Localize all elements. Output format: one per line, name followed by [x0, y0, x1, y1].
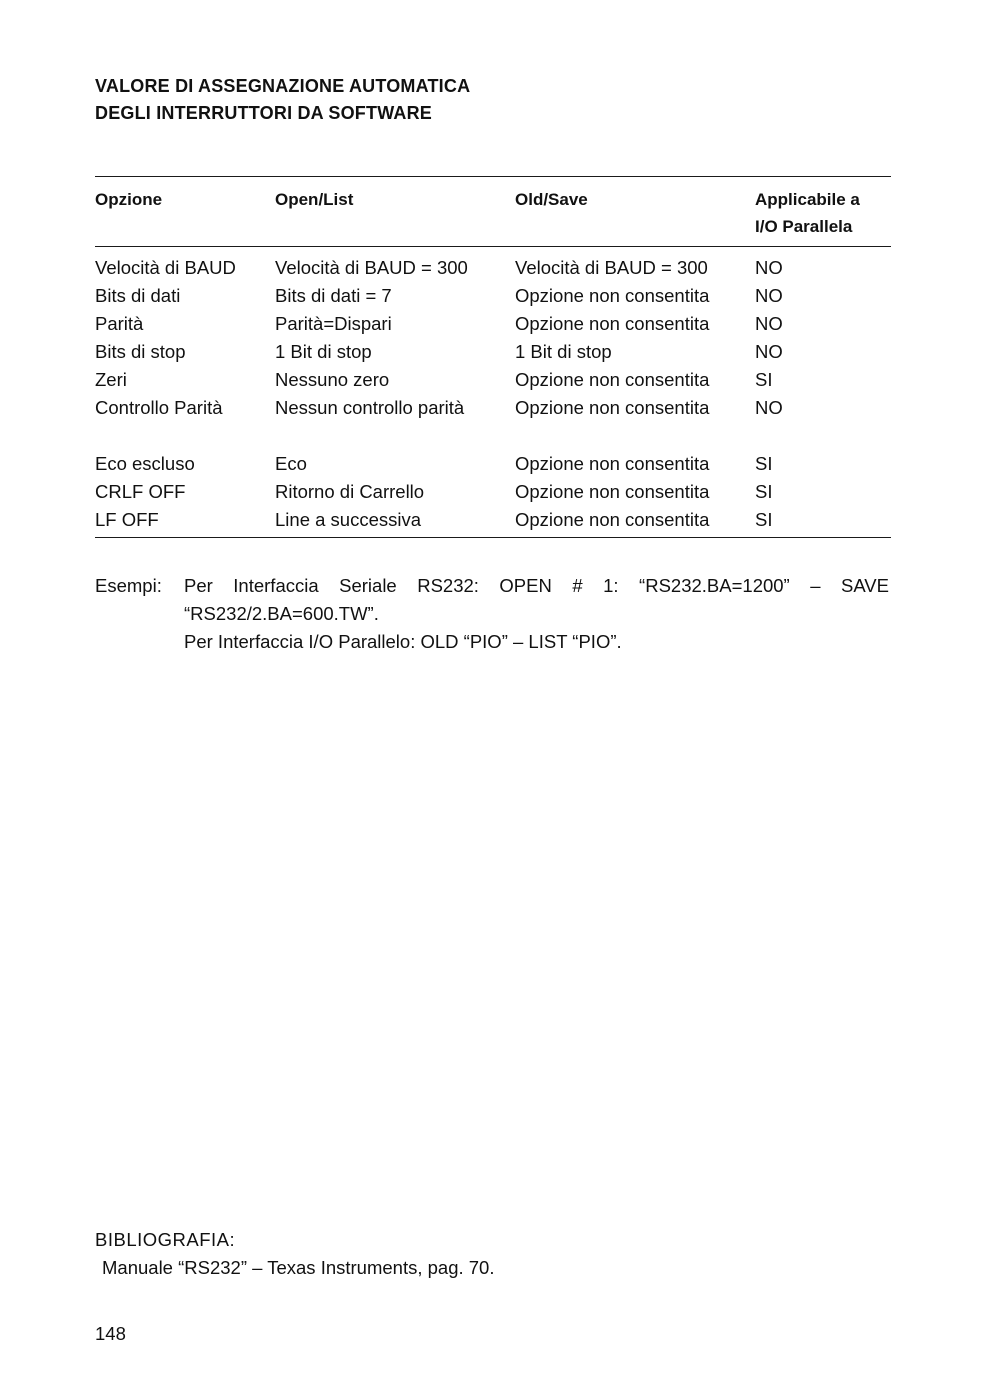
- cell-applicable: SI: [755, 369, 773, 390]
- cell-old-save: Velocità di BAUD = 300: [515, 257, 708, 278]
- table-header-rule: [95, 246, 891, 247]
- cell-applicable: NO: [755, 285, 783, 306]
- example-line-2: “RS232/2.BA=600.TW”.: [184, 603, 379, 624]
- cell-applicable: NO: [755, 257, 783, 278]
- example-line-1: Per Interfaccia Seriale RS232: OPEN # 1: “RS232.BA=1200” – SAVE: [184, 575, 889, 596]
- cell-old-save: 1 Bit di stop: [515, 341, 612, 362]
- cell-old-save: Opzione non consentita: [515, 369, 710, 390]
- table-row: [0, 282, 987, 310]
- cell-opzione: LF OFF: [95, 509, 159, 530]
- header-applicable-line-1: Applicabile a: [755, 190, 860, 209]
- header-old-save: Old/Save: [515, 190, 588, 209]
- cell-applicable: SI: [755, 453, 773, 474]
- cell-open-list: Bits di dati = 7: [275, 285, 392, 306]
- table-body: [0, 254, 987, 534]
- bibliography-title: BIBLIOGRAFIA:: [95, 1229, 236, 1250]
- cell-applicable: NO: [755, 397, 783, 418]
- cell-applicable: NO: [755, 313, 783, 334]
- header-applicable-line-2: I/O Parallela: [755, 217, 853, 236]
- cell-opzione: Controllo Parità: [95, 397, 223, 418]
- example-line-3: Per Interfaccia I/O Parallelo: OLD “PIO” – LIST “PIO”.: [184, 631, 622, 652]
- cell-open-list: Line a successiva: [275, 509, 422, 530]
- table-bottom-rule: [95, 537, 891, 538]
- cell-applicable: SI: [755, 509, 773, 530]
- cell-opzione: Velocità di BAUD: [95, 257, 236, 278]
- page-title: [95, 73, 470, 127]
- cell-open-list: Eco: [275, 453, 307, 474]
- cell-old-save: Opzione non consentita: [515, 313, 710, 334]
- table-top-rule: [95, 176, 891, 177]
- cell-opzione: Eco escluso: [95, 453, 195, 474]
- header-applicable: [755, 186, 860, 240]
- cell-opzione: Zeri: [95, 369, 127, 390]
- table-row: [0, 310, 987, 338]
- cell-opzione: CRLF OFF: [95, 481, 186, 502]
- table-row: [0, 254, 987, 282]
- table-row: [0, 394, 987, 450]
- cell-open-list: Nessun controllo parità: [275, 397, 465, 418]
- cell-open-list: Parità=Dispari: [275, 313, 392, 334]
- cell-old-save: Opzione non consentita: [515, 453, 710, 474]
- cell-applicable: NO: [755, 341, 783, 362]
- table-row: [0, 506, 987, 534]
- header-opzione: Opzione: [95, 190, 163, 209]
- table-row: [0, 478, 987, 506]
- page-number: 148: [95, 1323, 126, 1344]
- cell-open-list: 1 Bit di stop: [275, 341, 372, 362]
- cell-open-list: Ritorno di Carrello: [275, 481, 425, 502]
- cell-open-list: Nessuno zero: [275, 369, 390, 390]
- header-open-list: Open/List: [275, 190, 354, 209]
- title-line-1: VALORE DI ASSEGNAZIONE AUTOMATICA: [95, 76, 471, 96]
- cell-old-save: Opzione non consentita: [515, 285, 710, 306]
- title-line-2: DEGLI INTERRUTTORI DA SOFTWARE: [95, 103, 432, 123]
- table-row: [0, 450, 987, 478]
- bibliography-entry: Manuale “RS232” – Texas Instruments, pag. 70.: [102, 1257, 495, 1278]
- cell-opzione: Bits di stop: [95, 341, 186, 362]
- cell-old-save: Opzione non consentita: [515, 481, 710, 502]
- cell-open-list: Velocità di BAUD = 300: [275, 257, 468, 278]
- table-row: [0, 366, 987, 394]
- cell-old-save: Opzione non consentita: [515, 397, 710, 418]
- cell-opzione: Bits di dati: [95, 285, 181, 306]
- cell-opzione: Parità: [95, 313, 144, 334]
- examples-label: Esempi:: [95, 575, 162, 596]
- cell-applicable: SI: [755, 481, 773, 502]
- table-row: [0, 338, 987, 366]
- cell-old-save: Opzione non consentita: [515, 509, 710, 530]
